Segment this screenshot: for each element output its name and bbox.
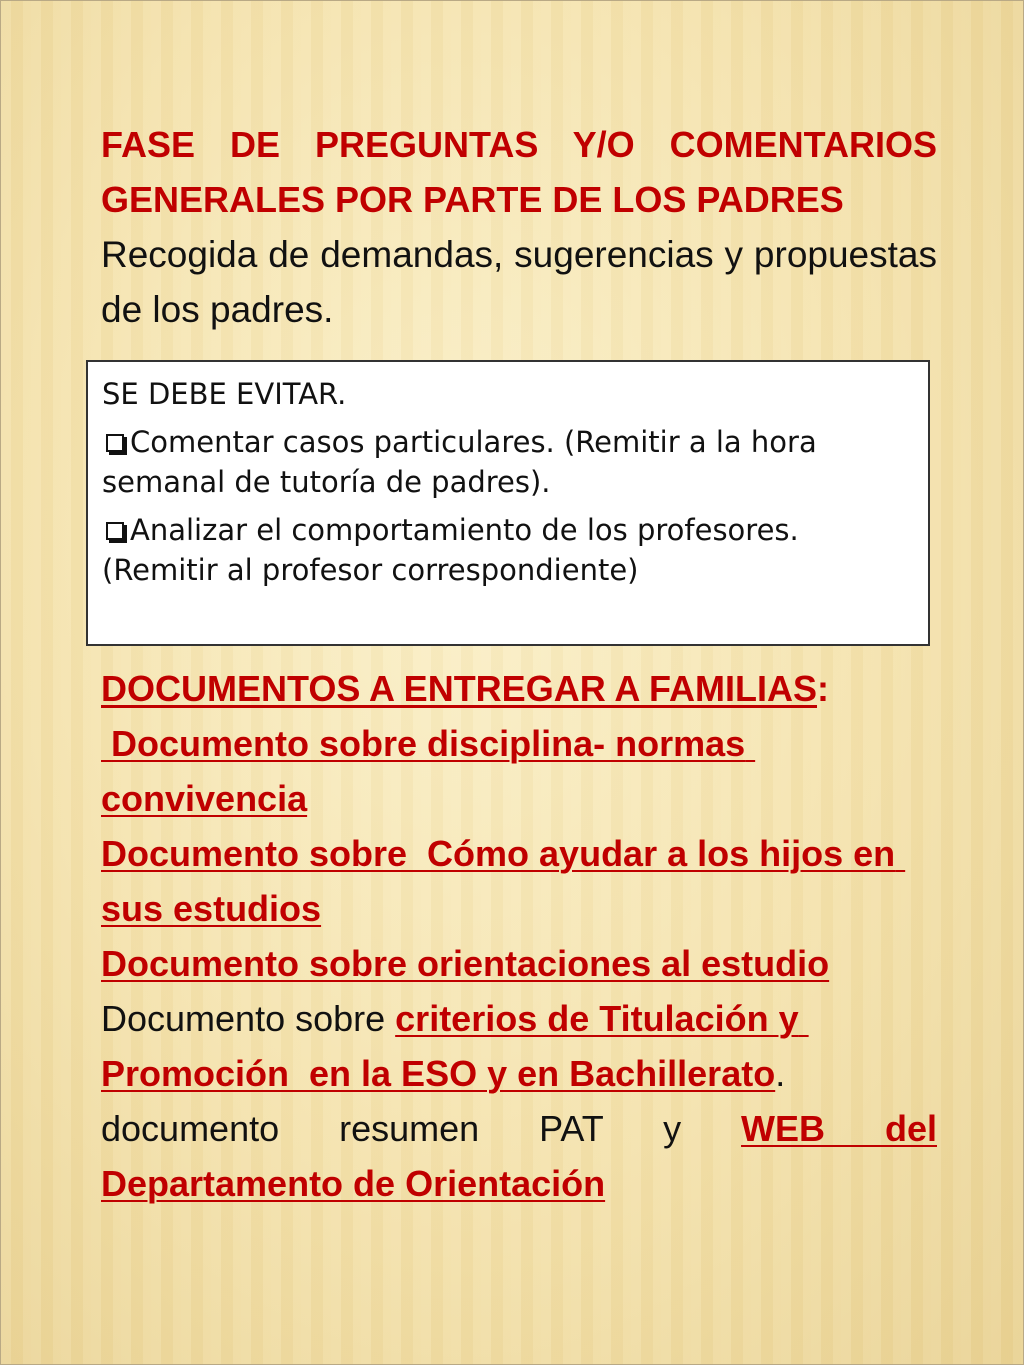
document-link-criterios[interactable]: criterios de Titulación y Promoción en la ESO y en Bachillerato — [101, 998, 809, 1094]
avoid-heading: SE DEBE EVITAR. — [102, 377, 347, 411]
document-link-ayudar-hijos[interactable]: Documento sobre Cómo ayudar a los hijos en sus estudios — [101, 833, 906, 929]
documents-heading-line — [101, 661, 937, 716]
slide-intro: Recogida de demandas, sugerencias y propuestas de los padres. — [101, 234, 937, 330]
document-item — [101, 716, 937, 826]
document-item — [101, 991, 937, 1101]
slide-title: FASE DE PREGUNTAS Y/O COMENTARIOS GENERALES POR PARTE DE LOS PADRES — [101, 124, 937, 220]
slide-content — [101, 117, 937, 337]
avoid-box — [86, 360, 930, 646]
documents-section — [101, 661, 937, 1211]
document-item — [101, 1101, 937, 1211]
checkbox-bullet-icon — [106, 434, 124, 452]
document-item — [101, 936, 937, 991]
avoid-item-text: Comentar casos particulares. (Remitir a la hora semanal de tutoría de padres). — [102, 425, 817, 499]
document-link-web-orientacion[interactable]: WEB del Departamento de Orientación — [101, 1108, 937, 1204]
document-text-period: . — [775, 1053, 786, 1094]
document-item — [101, 826, 937, 936]
document-link-orientaciones[interactable]: Documento sobre orientaciones al estudio — [101, 943, 830, 984]
avoid-item-text: Analizar el comportamiento de los profesores. (Remitir al profesor correspondiente) — [102, 513, 799, 587]
document-link-disciplina[interactable]: Documento sobre disciplina- normas convivencia — [101, 723, 756, 819]
avoid-item — [102, 422, 914, 502]
document-text-pat: documento resumen PAT y — [101, 1108, 742, 1149]
documents-heading: DOCUMENTOS A ENTREGAR A FAMILIAS — [101, 668, 818, 709]
documents-heading-colon: : — [817, 668, 830, 709]
avoid-item — [102, 510, 914, 590]
checkbox-bullet-icon — [106, 522, 124, 540]
document-text-criterios: Documento sobre — [101, 998, 396, 1039]
